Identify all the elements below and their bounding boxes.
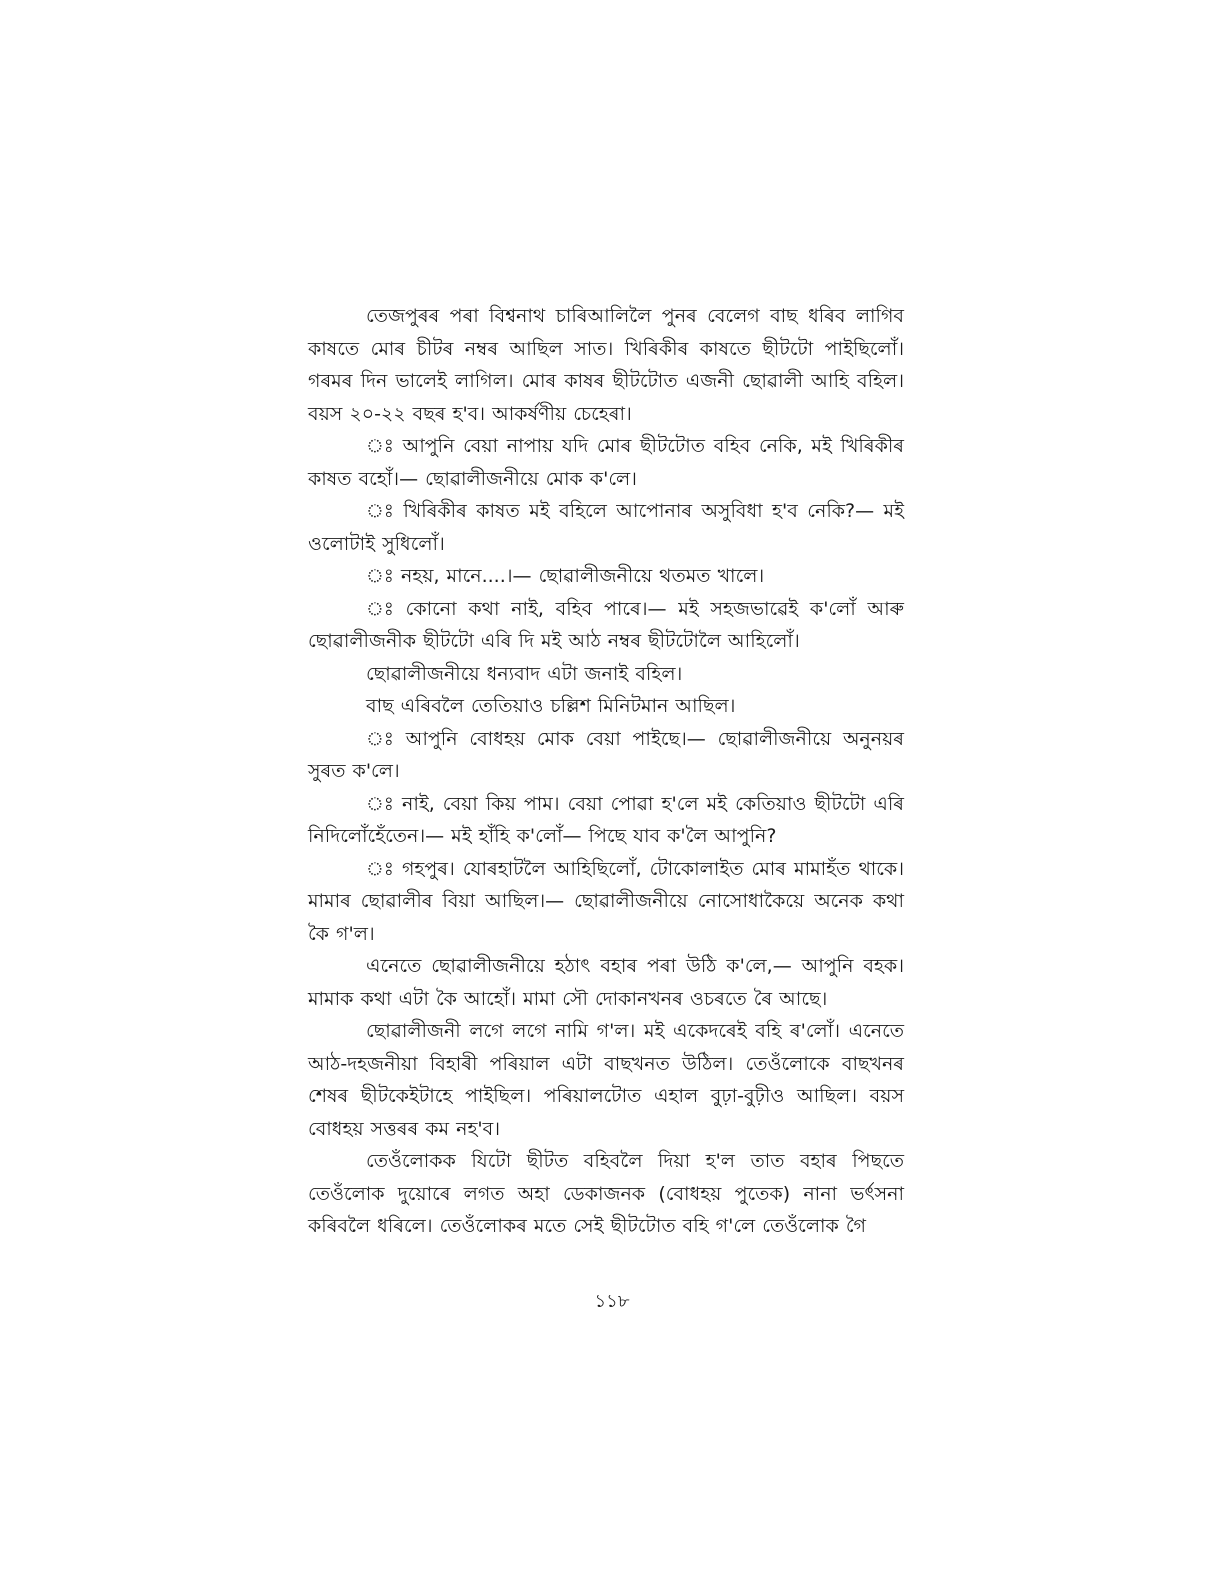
page-number: ১১৮	[594, 1291, 630, 1312]
paragraph: ছোৱালীজনীয়ে ধন্যবাদ এটা জনাই বহিল।	[366, 662, 683, 685]
body-text	[308, 300, 904, 1243]
paragraph: তেওঁলোকক যিটো ছীটত বহিবলৈ দিয়া হ'ল তাত বহাৰ পিছতে তেওঁলোক দুয়োৰে লগত অহা ডেকাজনক (বোধহয় পুতেক) নানা ভৰ্ৎসনা কৰিবলৈ ধৰিলে। তেওঁলোকৰ মতে সেই ছীটটোত বহি গ'লে তেওঁলোক গৈ	[308, 1150, 904, 1237]
paragraph: ছোৱালীজনী লগে লগে নামি গ'ল। মই একেদৰেই বহি ৰ'লোঁ। এনেতে আঠ-দহজনীয়া বিহাৰী পৰিয়াল এটা বাছখনত উঠিল। তেওঁলোকে বাছখনৰ শেষৰ ছীটকেইটাহে পাইছিল। পৰিয়ালটোত এহাল বুঢ়া-বুঢ়ীও আছিল। বয়স বোধহয় সত্তৰৰ কম নহ'ব।	[308, 1020, 904, 1140]
paragraph: তেজপুৰৰ পৰা বিশ্বনাথ চাৰিআলিলৈ পুনৰ বেলেগ বাছ ধৰিব লাগিব কাষতে মোৰ চীটৰ নম্বৰ আছিল সাত। খিৰিকীৰ কাষতে ছীটটো পাইছিলোঁ। গৰমৰ দিন ভালেই লাগিল। মোৰ কাষৰ ছীটটোত এজনী ছোৱালী আহি বহিল। বয়স ২০-২২ বছৰ হ'ব। আকৰ্ষণীয় চেহেৰা।	[308, 305, 904, 425]
paragraph: বাছ এৰিবলৈ তেতিয়াও চল্লিশ মিনিটমান আছিল।	[366, 695, 736, 717]
paragraph: ঃ আপুনি বেয়া নাপায় যদি মোৰ ছীটটোত বহিব নেকি, মই খিৰিকীৰ কাষত বহোঁ।— ছোৱালীজনীয়ে মোক ক'লে।	[308, 435, 904, 490]
paragraph: ঃ আপুনি বোধহয় মোক বেয়া পাইছে।— ছোৱালীজনীয়ে অনুনয়ৰ সুৰত ক'লে।	[308, 727, 904, 782]
paragraph: ঃ নহয়, মানে....।— ছোৱালীজনীয়ে থতমত খালে।	[366, 565, 765, 587]
paragraph: ঃ কোনো কথা নাই, বহিব পাৰে।— মই সহজভাৱেই ক'লোঁ আৰু ছোৱালীজনীক ছীটটো এৰি দি মই আঠ নম্বৰ ছীটটোলৈ আহিলোঁ।	[308, 597, 904, 652]
paragraph: ঃ গহপুৰ। যোৰহাটলৈ আহিছিলোঁ, টোকোলাইত মোৰ মামাহঁত থাকে। মামাৰ ছোৱালীৰ বিয়া আছিল।— ছোৱালীজনীয়ে নোসোধাকৈয়ে অনেক কথা কৈ গ'ল।	[308, 857, 904, 945]
paragraph: ঃ নাই, বেয়া কিয় পাম। বেয়া পোৱা হ'লে মই কেতিয়াও ছীটটো এৰি নিদিলোঁহেঁতেন।— মই হাঁহি ক'লোঁ— পিছে যাব ক'লৈ আপুনি?	[308, 792, 904, 847]
paragraph: ঃ খিৰিকীৰ কাষত মই বহিলে আপোনাৰ অসুবিধা হ'ব নেকি?— মই ওলোটাই সুধিলোঁ।	[308, 500, 904, 555]
paragraph: এনেতে ছোৱালীজনীয়ে হঠাৎ বহাৰ পৰা উঠি ক'লে,— আপুনি বহক। মামাক কথা এটা কৈ আহোঁ। মামা সৌ দোকানখনৰ ওচৰতে ৰৈ আছে।	[308, 955, 904, 1010]
